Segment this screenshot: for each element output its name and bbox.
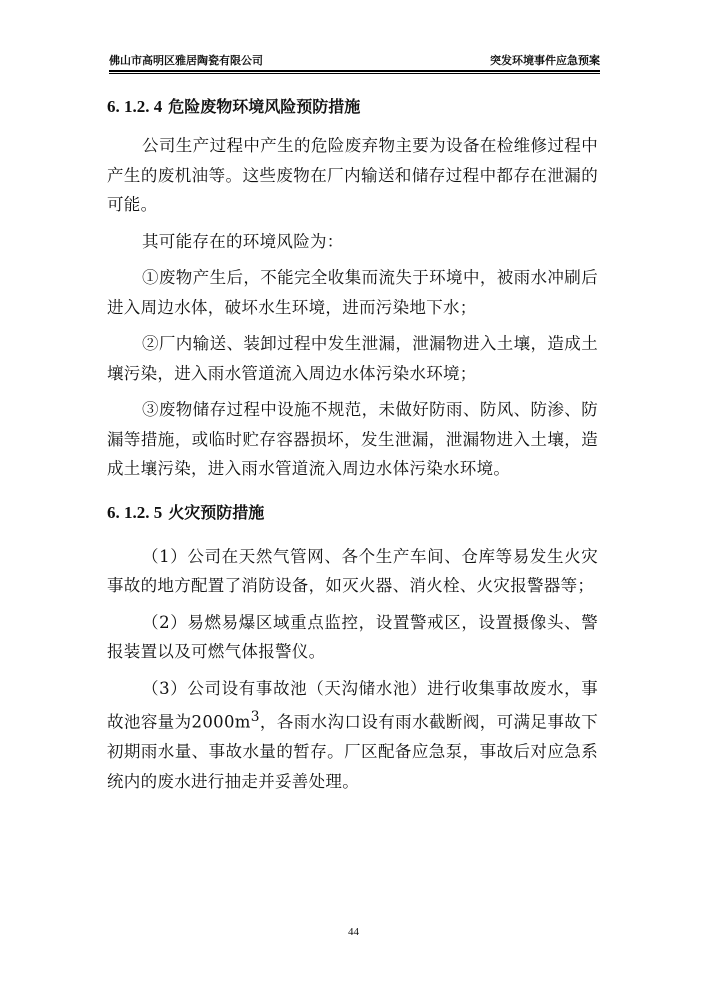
- spacer: [107, 667, 598, 674]
- paragraph-text: ，各雨水沟口设有雨水截断阀，可满足事故下初期雨水量、事故水量的暂存。厂区配备应急泵，事故后对应急系统内的废水进行抽走并妥善处理。: [107, 712, 599, 791]
- page-header: [109, 48, 600, 72]
- paragraph: [107, 674, 598, 797]
- spacer: [107, 124, 598, 131]
- header-doc-title: 突发环境事件应急预案: [490, 54, 600, 67]
- paragraph: （2）易燃易爆区域重点监控，设置警戒区，设置摄像头、警报装置以及可燃气体报警仪。: [107, 612, 598, 661]
- spacer: [107, 220, 598, 227]
- paragraph: ②厂内输送、装卸过程中发生泄漏，泄漏物进入土壤，造成土壤污染，进入雨水管道流入周边水体污染水环境；: [107, 334, 598, 383]
- superscript: 3: [250, 709, 260, 725]
- spacer: [107, 388, 598, 395]
- spacer: [107, 256, 598, 263]
- paragraph: ①废物产生后，不能完全收集而流失于环境中，被雨水冲刷后进入周边水体，破坏水生环境，进而污染地下水；: [107, 268, 598, 317]
- section-heading-hazardous-waste: [107, 90, 598, 124]
- paragraph: （1）公司在天然气管网、各个生产车间、仓库等易发生火灾事故的地方配置了消防设备，如灭火器、消火栓、火灾报警器等；: [107, 546, 598, 595]
- section-title: 火灾预防措施: [168, 502, 265, 522]
- paragraph: 其可能存在的环境风险为：: [142, 231, 344, 251]
- section-title: 危险废物环境风险预防措施: [168, 97, 361, 116]
- paragraph: 公司生产过程中产生的危险废弃物主要为设备在检维修过程中产生的废机油等。这些废物在厂内输送和储存过程中都存在泄漏的可能。: [107, 136, 598, 214]
- page-number: 44: [348, 926, 359, 938]
- header-rule: [109, 73, 600, 74]
- section-number: 6. 1.2. 5: [107, 502, 163, 522]
- section-number: 6. 1.2. 4: [107, 97, 163, 116]
- paragraph: ③废物储存过程中设施不规范，未做好防雨、防风、防渗、防漏等措施，或临时贮存容器损坏，发生泄漏，泄漏物进入土壤，造成土壤污染，进入雨水管道流入周边水体污染水环境。: [107, 400, 598, 478]
- spacer: [107, 601, 598, 608]
- document-body: [107, 90, 598, 796]
- spacer: [107, 322, 598, 329]
- section-heading-fire-prevention: [107, 496, 598, 530]
- spacer: [107, 484, 598, 496]
- header-company: 佛山市高明区雅居陶瓷有限公司: [109, 54, 263, 67]
- spacer: [107, 530, 598, 542]
- paragraph-text: （3）公司设有事故池（天沟储水池）进行收集事故废水，事故池容量为2000m: [107, 678, 598, 732]
